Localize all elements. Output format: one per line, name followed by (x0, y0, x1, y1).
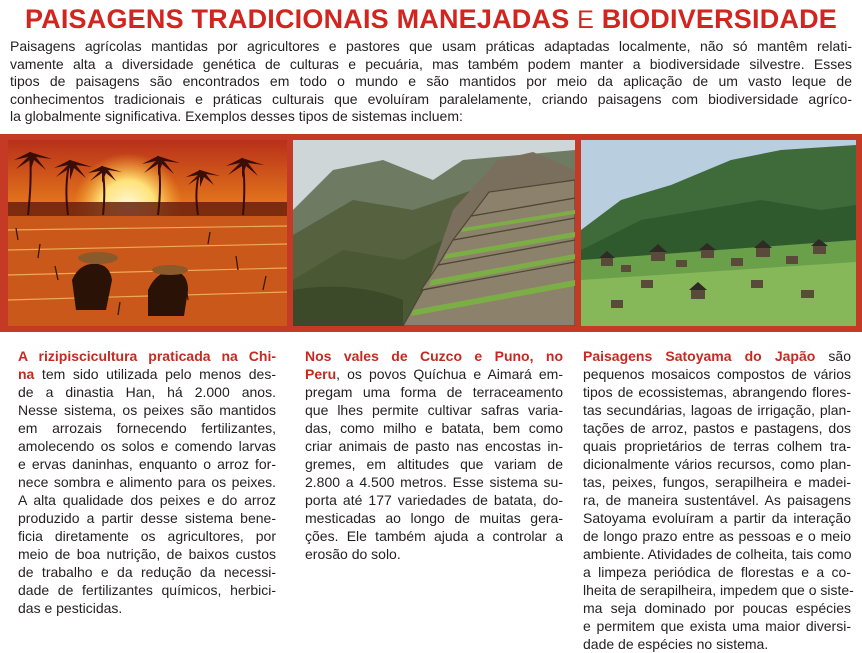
column-text: e ervas daninhas, enquanto o arroz for- (18, 456, 276, 472)
column-heading-end: na (18, 366, 35, 382)
column-text: meio de boa nutrição, de baixos custos (18, 546, 276, 562)
column-text: mesticadas ao longo de muitas gera- (305, 510, 563, 526)
column-heading: Nos vales de Cuzco e Puno, no (305, 348, 563, 364)
column-text: erosão do solo. (305, 546, 401, 562)
column-text: pregam uma forma de terraceamento (305, 384, 563, 400)
column-text: dade de fertilizantes químicos, herbici- (18, 582, 276, 598)
column-text: Nesse sistema, os peixes são mantidos (18, 402, 276, 418)
column-text: porta até 177 variedades de batata, do- (305, 492, 563, 508)
column-text: , os povos Quíchua e Aimará em- (336, 366, 563, 382)
photo-satoyama-village (581, 140, 856, 326)
column-text: são (815, 348, 851, 364)
intro-line: tipos de paisagens são encontrados em todo o mundo e são mantidos por meio da aplicação de um vasto leque de (10, 73, 852, 89)
column-text: em arrozais fornecendo fertilizantes, (18, 420, 276, 436)
intro-line: vamente alta a diversidade genética de culturas e pecuária, mas também podem manter a biodiversidade silvestre. Esses (10, 55, 852, 72)
column-text: que lhes permite cultivar safras varia- (305, 402, 563, 418)
column-text: de longo prazo entre as pessoas e o meio (583, 528, 851, 544)
column-text: ficia diretamente os agricultores, por (18, 528, 276, 544)
column-satoyama (583, 347, 854, 653)
column-text: dade de espécies no sistema. (583, 636, 769, 652)
column-text: gremes, em altitudes que variam de (305, 456, 563, 472)
column-text: ma seja dominado por poucas espécies (583, 600, 851, 616)
column-text: produzido a partir desse sistema bene- (18, 510, 276, 526)
photo-andean-terraces (293, 140, 575, 326)
intro-line: Paisagens agrícolas mantidas por agricultores e pastores que usam práticas adaptadas localmente, não só mantêm relati- (10, 38, 852, 54)
title-part-1: PAISAGENS TRADICIONAIS MANEJADAS (24, 4, 570, 34)
column-text: a limpeza periódica de florestas e a co- (583, 564, 851, 580)
column-heading: A rizipiscicultura praticada na Chi- (18, 348, 276, 364)
intro-paragraph (10, 38, 852, 126)
column-text: lheita de serapilheira, impedem que o siste- (583, 582, 854, 598)
column-text: tas secundárias, lagoas de irrigação, plan- (583, 402, 851, 418)
column-text: Satoyama evoluíram a partir da interação (583, 510, 851, 526)
column-text: pequenos mosaicos compostos de vários (583, 366, 851, 382)
intro-line: conhecimentos tradicionais e práticas culturais que evoluíram paralelamente, criando paisagens com biodiversidade agríco- (10, 90, 852, 107)
column-text: A alta qualidade dos peixes e do arroz (18, 492, 276, 508)
column-text: ra, de maneira sustentável. As paisagens (583, 492, 851, 508)
column-text: tem sido utilizada pelo menos des- (34, 366, 276, 382)
column-text: tas, peixes, fungos, serapilheira e madei- (583, 474, 851, 490)
column-heading-end: Peru (305, 366, 337, 382)
intro-line: la globalmente significativa. Exemplos desses tipos de sistemas incluem: (10, 108, 463, 124)
column-text: ções. Ele também ajuda a controlar a (305, 528, 563, 544)
column-text: de trabalho e da redução da necessi- (18, 564, 276, 580)
column-rice-fish (18, 347, 276, 617)
column-andean-terraces (305, 347, 563, 563)
column-text: das e pesticidas. (18, 600, 123, 616)
column-text: de a dinastia Han, há 2.000 anos. (18, 384, 276, 400)
column-text: das, como milho e batata, bem como (305, 420, 563, 436)
title-conjunction: E (577, 6, 594, 34)
title-part-2: BIODIVERSIDADE (601, 4, 838, 34)
column-text: criar animais de pasto nas encostas in- (305, 438, 563, 454)
page-title (0, 4, 862, 35)
column-text: ambiente. Atividades de colheita, tais como (583, 546, 852, 562)
column-text: dicionalmente vários recursos, como plan- (583, 456, 851, 472)
column-text: quais proprietários de terras colhem tra- (583, 438, 851, 454)
column-text: tações de arroz, pastos e pastagens, dos (583, 420, 851, 436)
column-text: tipos de ecossistemas, abrangendo flores- (583, 384, 851, 400)
column-heading: Paisagens Satoyama do Japão (583, 348, 816, 364)
column-text: nece sombra e alimento para os peixes. (18, 474, 276, 490)
column-text: 2.800 a 4.500 metros. Esse sistema su- (305, 474, 563, 490)
column-text: e permitem que exista uma maior diversi- (583, 618, 851, 634)
photo-rice-fish-paddy (8, 140, 287, 326)
column-text: amolecendo os solos e comendo larvas (18, 438, 276, 454)
